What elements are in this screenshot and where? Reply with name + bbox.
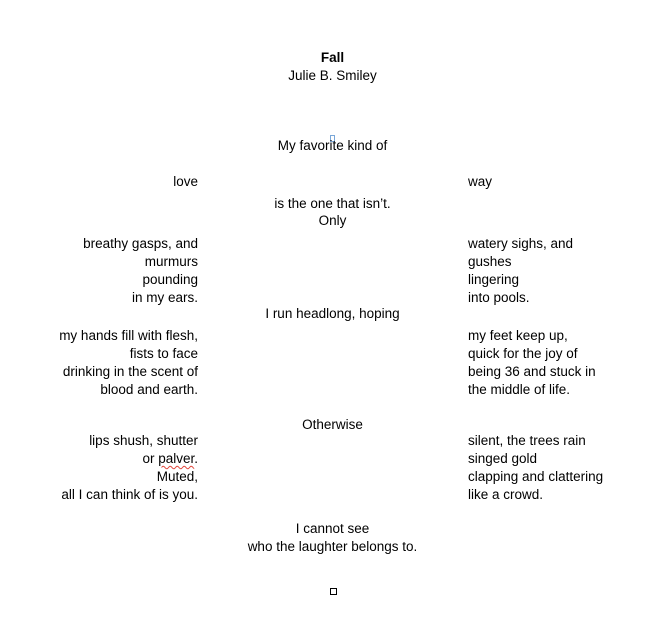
misspelled-word[interactable]: palver: [158, 451, 195, 466]
right-stanza-1-line: lingering: [468, 272, 520, 287]
right-word-way: way: [468, 174, 493, 189]
text-fragment: .: [194, 451, 198, 466]
left-stanza-3-line: lips shush, shutter: [89, 433, 198, 448]
right-stanza-3-line: silent, the trees rain: [468, 433, 586, 448]
right-stanza-3-line: singed gold: [468, 451, 538, 466]
left-stanza-2-line: drinking in the scent of: [62, 364, 198, 379]
left-stanza-1-line: breathy gasps, and: [83, 236, 198, 251]
left-stanza-1-line: pounding: [142, 272, 198, 287]
left-stanza-3-line: Muted,: [156, 469, 198, 484]
text-fragment: or: [142, 451, 159, 466]
right-stanza-1-line: into pools.: [468, 290, 530, 305]
left-stanza-3-line: [142, 450, 198, 467]
left-stanza-1-line: murmurs: [144, 254, 198, 269]
center-line-2: is the one that isn’t.: [274, 196, 391, 211]
left-word-love: love: [173, 174, 198, 189]
left-stanza-1-line: in my ears.: [131, 290, 198, 305]
poem-title: Fall: [320, 50, 345, 65]
right-stanza-2-line: my feet keep up,: [468, 328, 568, 343]
center-line-5: Otherwise: [302, 417, 363, 432]
left-stanza-2-line: fists to face: [129, 346, 198, 361]
right-stanza-3-line: like a crowd.: [468, 487, 544, 502]
right-stanza-1-line: gushes: [468, 254, 512, 269]
left-stanza-2-line: my hands fill with flesh,: [59, 328, 198, 343]
right-stanza-2-line: quick for the joy of: [468, 346, 578, 361]
right-stanza-2-line: being 36 and stuck in: [468, 364, 596, 379]
left-stanza-2-line: blood and earth.: [100, 382, 198, 397]
center-line-6: I cannot see: [295, 521, 370, 536]
right-stanza-1-line: watery sighs, and: [468, 236, 574, 251]
poem-author: Julie B. Smiley: [288, 68, 377, 83]
anchor-handle[interactable]: [330, 588, 337, 595]
center-line-3: Only: [318, 213, 347, 228]
left-stanza-3-line: all I can think of is you.: [61, 487, 198, 502]
center-line-7: who the laughter belongs to.: [247, 539, 418, 554]
right-stanza-2-line: the middle of life.: [468, 382, 571, 397]
right-stanza-3-line: clapping and clattering: [468, 469, 604, 484]
center-line-4: I run headlong, hoping: [265, 306, 400, 321]
center-line-1: My favorite kind of: [277, 138, 388, 153]
